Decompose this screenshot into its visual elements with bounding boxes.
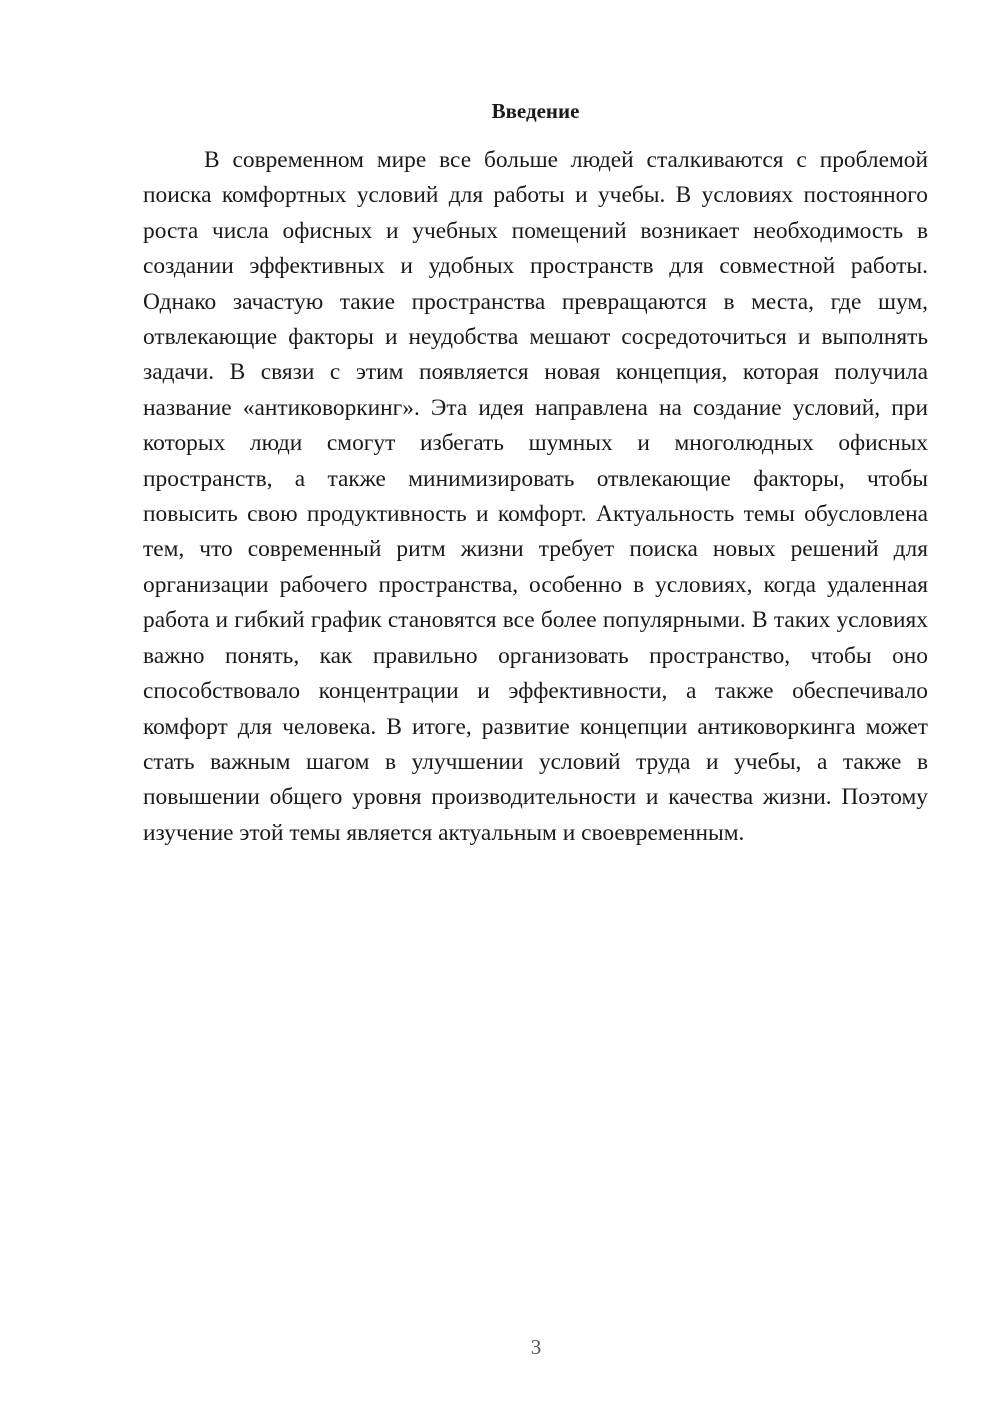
body-paragraph: В современном мире все больше людей сталкиваются с проблемой поиска комфортных условий для работы и учебы. В условиях постоянного роста числа офисных и учебных помещений возникает необходимость в создании эффективных и удобных пространств для совместной работы. Однако зачастую такие пространства превращаются в места, где шум, отвлекающие факторы и неудобства мешают сосредоточиться и выполнять задачи. В связи с этим появляется новая концепция, которая получила название «антиковоркинг». Эта идея направлена на создание условий, при которых люди смогут избегать шумных и многолюдных офисных пространств, а также минимизировать отвлекающие факторы, чтобы повысить свою продуктивность и комфорт. Актуальность темы обусловлена тем, что современный ритм жизни требует поиска новых решений для организации рабочего пространства, особенно в условиях, когда удаленная работа и гибкий график становятся все более популярными. В таких условиях важно понять, как правильно организовать пространство, чтобы оно способствовало концентрации и эффективности, а также обеспечивало комфорт для человека. В итоге, развитие концепции антиковоркинга может стать важным шагом в улучшении условий труда и учебы, а также в повышении общего уровня производительности и качества жизни. Поэтому изучение этой темы является актуальным и своевременным. [143,147,928,846]
page-number: 3 [530,1335,542,1359]
section-heading: Введение [491,99,580,123]
